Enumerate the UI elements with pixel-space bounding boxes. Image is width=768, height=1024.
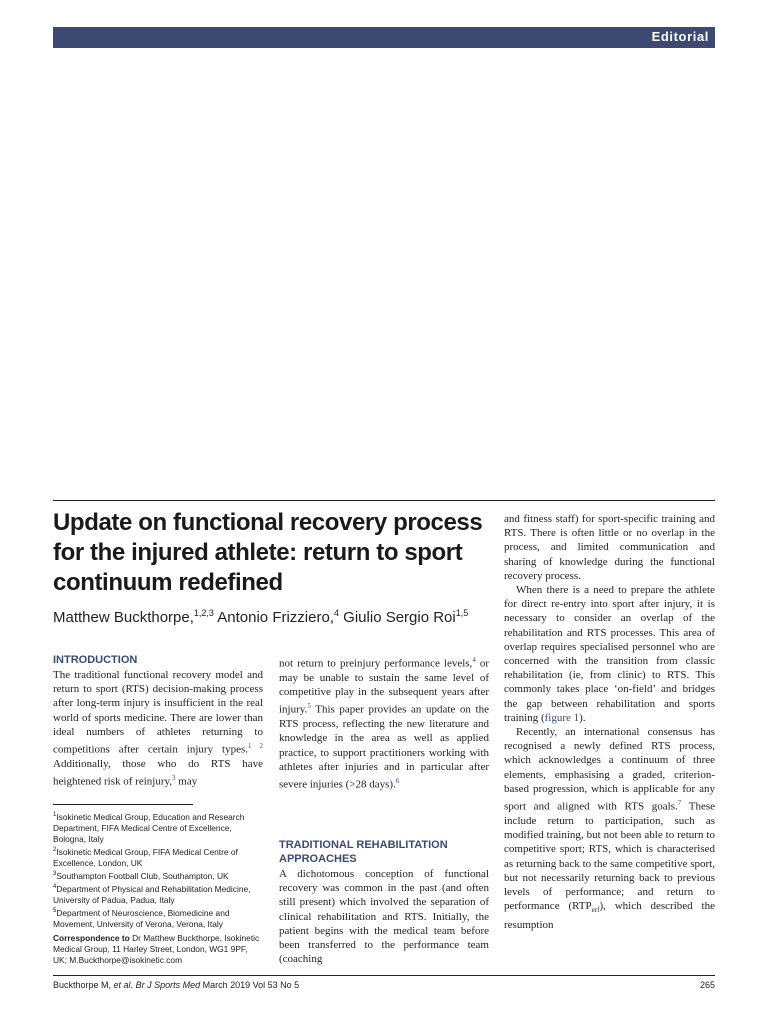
paragraph-text: or may be unable to sustain the same level of competitive play in the subsequent years after injury. — [279, 657, 489, 716]
paragraph-text: not return to preinjury performance levels, — [279, 657, 473, 670]
paragraph: A dichotomous conception of functional recovery was common in the past (and often still present) which involved the separation of clinical rehabilitation and RTS. Initially, the patient begins with the medical team before been transferred to the performance team (coaching — [279, 868, 489, 966]
body-column-2-section — [279, 838, 489, 966]
reference-link[interactable]: 4 — [472, 656, 476, 664]
affiliation-item — [53, 845, 263, 869]
correspondence — [53, 933, 263, 966]
paragraph — [504, 583, 715, 725]
section-banner — [53, 27, 715, 48]
paragraph-text: Additionally, those who do RTS have heightened risk of reinjury, — [53, 757, 263, 788]
reference-link[interactable]: 3 — [172, 774, 176, 783]
footer-divider — [53, 975, 715, 976]
author-affiliation-ref: 1,2,3 — [193, 608, 214, 618]
paragraph-text: These include return to participation, such as modified training, but not been able to return to competitive sport; RTS, which is characterised as returning back to the same competitive sport, but not necessarily returning back to previous levels of performance; and return to performance (RTP — [504, 800, 715, 913]
citation-etal: et al — [113, 980, 131, 990]
author-affiliation-ref: 1,5 — [455, 608, 469, 618]
citation-journal: Br J Sports Med — [135, 980, 201, 990]
correspondence-label: Correspondence to — [53, 933, 130, 943]
affiliation-text: Isokinetic Medical Group, FIFA Medical Centre of Excellence, London, UK — [53, 846, 238, 868]
body-column-1 — [53, 653, 263, 789]
footnote-divider — [53, 804, 193, 805]
subscript: erf — [591, 906, 600, 915]
section-heading-line: APPROACHES — [279, 853, 357, 865]
paragraph — [279, 653, 489, 792]
author-name[interactable]: Giulio Sergio Roi — [339, 609, 456, 626]
footer-citation — [53, 980, 299, 990]
affiliation-text: Department of Neuroscience, Biomedicine and Movement, University of Verona, Verona, Italy — [53, 907, 230, 929]
figure-link[interactable]: figure 1 — [544, 711, 580, 724]
affiliation-item — [53, 906, 263, 930]
reference-link[interactable]: 1 2 — [248, 742, 264, 751]
section-label: Editorial — [651, 29, 709, 44]
body-column-3 — [504, 512, 715, 932]
affiliation-number: 2 — [53, 847, 57, 854]
affiliation-item — [53, 869, 263, 882]
correspondence-text[interactable]: Dr Matthew Buckthorpe, Isokinetic Medical Group, 11 Harley Street, London, WG1 9PF, UK; M.Buckthorpe@isokinetic.com — [53, 933, 260, 966]
title-divider — [53, 500, 715, 501]
paragraph-text: Recently, an international consensus has recognised a newly defined RTS process, which acknowledges a continuum of three elements, emphasising a graded, criterion-based progression, which is applicable for any sport and aligned with RTS goals. — [504, 726, 715, 813]
paragraph-text: When there is a need to prepare the athlete for direct re-entry into sport after injury, it is necessary to consider an overlap of the rehabilitation and RTS processes. This area of overlap requires specialised personnel who are concerned with the transition from classic rehabilitation (ie, from clinic) to RTS. This commonly takes place ‘on-field’ and bridges the gap between rehabilitation and sports training ( — [504, 584, 715, 724]
citation-authors: Buckthorpe M, — [53, 980, 114, 990]
author-affiliation-ref: 4 — [334, 608, 340, 618]
body-column-2 — [279, 653, 489, 792]
reference-link[interactable]: 5 — [307, 702, 311, 711]
reference-link[interactable]: 7 — [677, 799, 682, 808]
author-name[interactable]: Antonio Frizziero, — [213, 609, 334, 626]
paragraph-text: The traditional functional recovery model and return to sport (RTS) decision-making process after long-term injury is insufficient in the real world of sports medicine. There are lower than ideal numbers of athletes returning to competitions after certain injury types. — [53, 669, 263, 756]
paragraph: and fitness staff) for sport-specific training and RTS. There is often little or no overlap in the process, and limited communication and sharing of knowledge during the functional recovery process. — [504, 513, 715, 582]
affiliation-text: Isokinetic Medical Group, Education and Research Department, FIFA Medical Centre of Excellence, Bologna, Italy — [53, 811, 245, 844]
affiliation-number: 1 — [53, 812, 57, 818]
paragraph-text: may — [175, 775, 198, 788]
paragraph — [53, 668, 263, 789]
affiliation-text: Southampton Football Club, Southampton, UK — [56, 870, 229, 881]
author-name[interactable]: Matthew Buckthorpe, — [53, 609, 194, 626]
citation-issue: March 2019 Vol 53 No 5 — [200, 980, 300, 990]
page-number: 265 — [699, 980, 715, 990]
paragraph-text: This paper provides an update on the RTS process, reflecting the new literature and knowledge in the area as well as applied practice, to support practitioners working with athletes after injuries and in particular after severe injuries (>28 days). — [279, 703, 489, 791]
affiliation-item — [53, 810, 263, 845]
paragraph-text: ). — [579, 711, 586, 724]
paragraph-text: ), which described the resumption — [504, 900, 715, 931]
affiliation-text: Department of Physical and Rehabilitation Medicine, University of Padua, Padua, Italy — [53, 883, 251, 905]
section-heading-traditional — [279, 838, 489, 866]
author-list — [53, 608, 493, 626]
section-heading-introduction: INTRODUCTION — [53, 654, 138, 666]
paragraph — [504, 725, 715, 932]
section-heading-line: TRADITIONAL REHABILITATION — [279, 839, 448, 851]
affiliation-number: 3 — [53, 871, 57, 878]
affiliation-number: 5 — [53, 907, 57, 914]
citation-sep: . — [130, 980, 136, 990]
affiliation-number: 4 — [53, 883, 57, 890]
reference-link[interactable]: 6 — [395, 776, 400, 785]
affiliations — [53, 810, 263, 930]
affiliation-item — [53, 882, 263, 906]
article-title: Update on functional recovery process for the injured athlete: return to sport continuum redefined — [53, 509, 483, 596]
